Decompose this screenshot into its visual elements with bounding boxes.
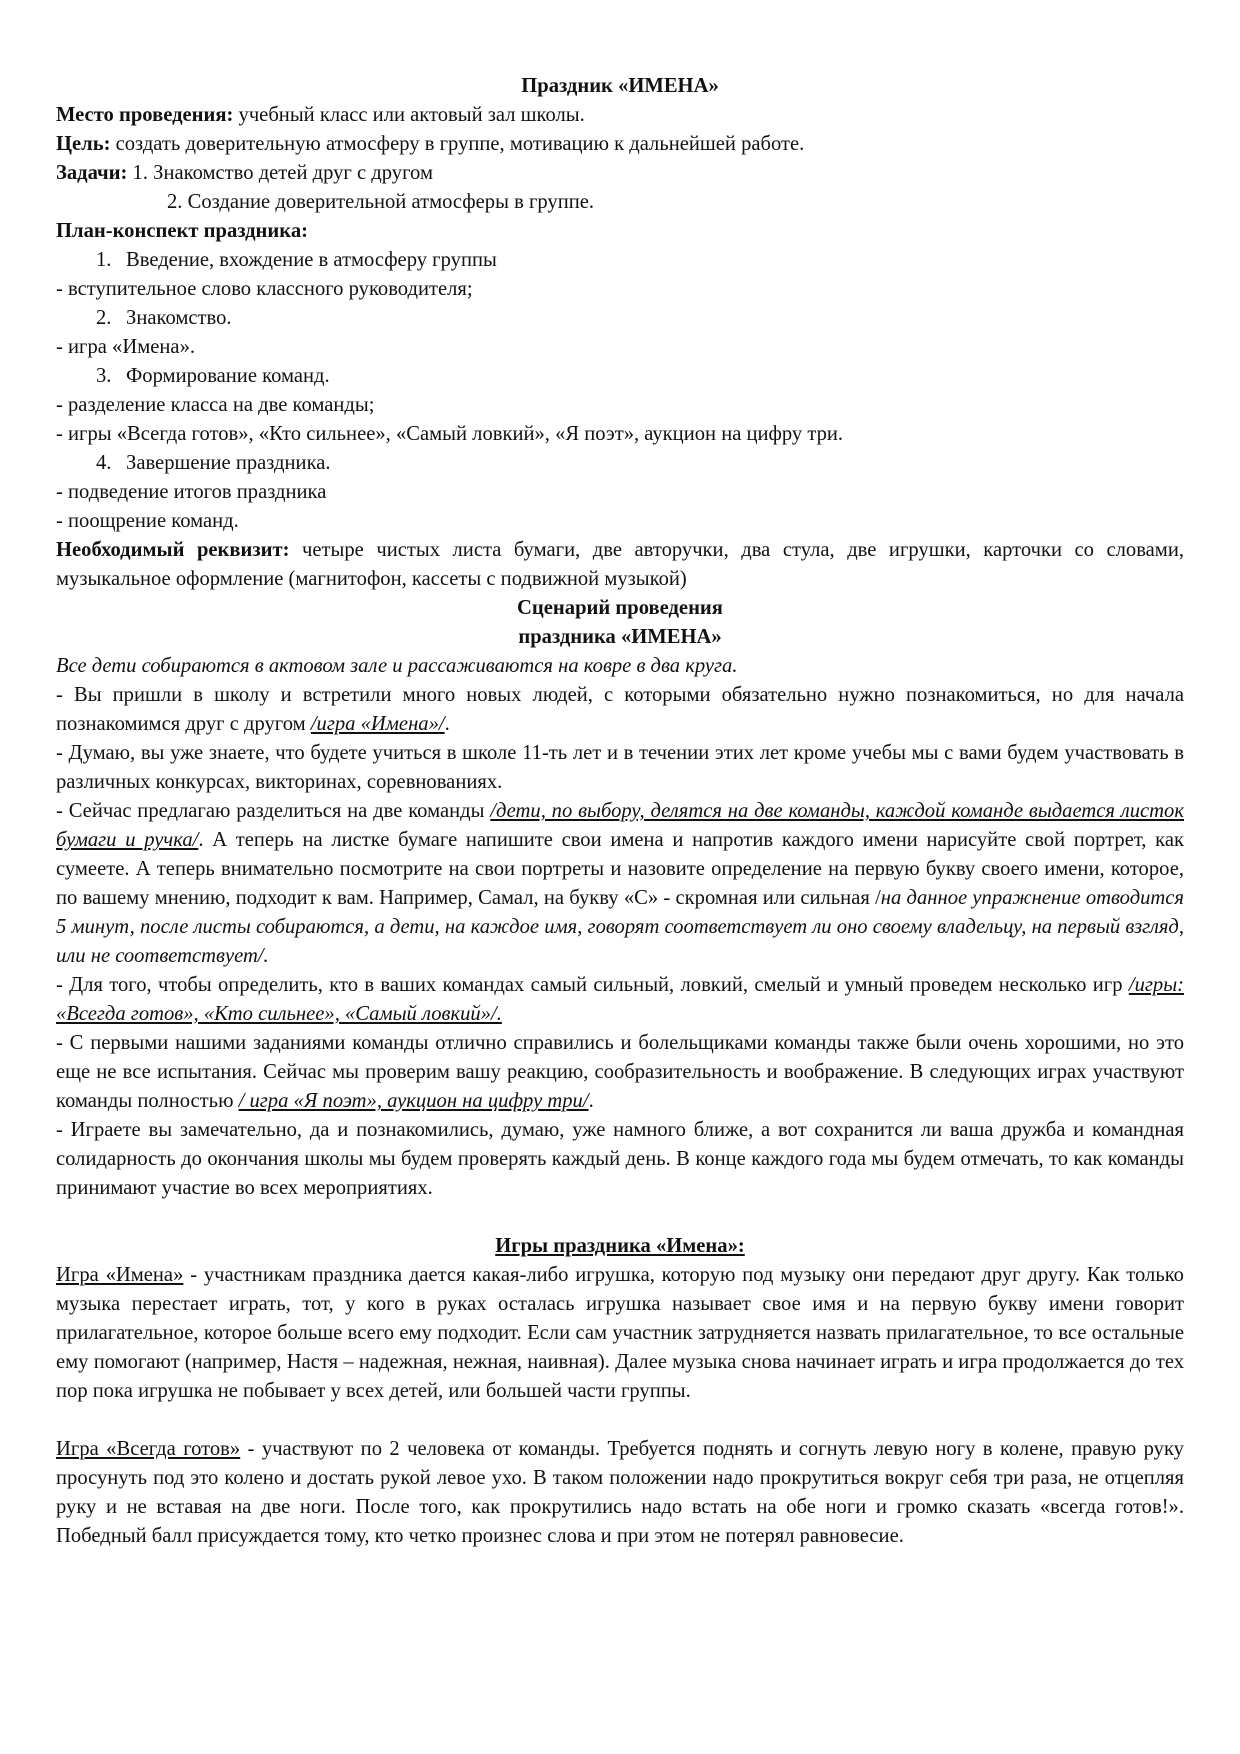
scenario-paragraph-3 bbox=[56, 797, 1184, 971]
plan-step-4-number: 4. bbox=[96, 452, 112, 474]
plan-step-3-text: Формирование команд. bbox=[126, 365, 330, 387]
game-names-title: Игра «Имена» bbox=[56, 1264, 184, 1286]
plan-step-1 bbox=[56, 246, 1184, 275]
props-text: четыре чистых листа бумаги, две авторучки, два стула, две игрушки, карточки со словами, музыкальное оформление (магнитофон, кассеты с подвижной музыкой) bbox=[56, 539, 1184, 590]
plan-step-3-item-b: - игры «Всегда готов», «Кто сильнее», «Самый ловкий», «Я поэт», аукцион на цифру три. bbox=[56, 423, 844, 445]
tasks-line bbox=[56, 159, 1184, 188]
scenario-paragraph-1 bbox=[56, 681, 1184, 739]
plan-step-4-item-b: - поощрение команд. bbox=[56, 510, 239, 532]
scenario-p4-text: - Для того, чтобы определить, кто в ваших командах самый сильный, ловкий, смелый и умный проведем несколько игр bbox=[56, 974, 1129, 996]
props-paragraph bbox=[56, 536, 1184, 594]
scenario-p1-text: - Вы пришли в школу и встретили много новых людей, с которыми обязательно нужно познакомиться, но для начала познакомимся друг с другом bbox=[56, 684, 1184, 735]
plan-step-3 bbox=[56, 362, 1184, 391]
scenario-p5-text: - С первыми нашими заданиями команды отлично справились и болельщиками команды также были очень хорошими, но это еще не все испытания. Сейчас мы проверим вашу реакцию, сообразительность и воображение. В следующих играх участвуют команды полностью bbox=[56, 1032, 1184, 1112]
scenario-paragraph-2: - Думаю, вы уже знаете, что будете учиться в школе 11-ть лет и в течении этих лет кроме учебы мы с вами будем участвовать в различных конкурсах, викторинах, соревнованиях. bbox=[56, 742, 1184, 793]
plan-step-4-item-a: - подведение итогов праздника bbox=[56, 481, 327, 503]
scenario-p1-note: /игра «Имена»/ bbox=[310, 713, 445, 735]
goal-line bbox=[56, 130, 1184, 159]
document-title: Праздник «ИМЕНА» bbox=[521, 75, 719, 97]
scenario-paragraph-4 bbox=[56, 971, 1184, 1029]
scenario-intro: Все дети собираются в актовом зале и рассаживаются на ковре в два круга. bbox=[56, 655, 738, 677]
plan-step-1-number: 1. bbox=[96, 249, 112, 271]
plan-step-3-number: 3. bbox=[96, 365, 112, 387]
venue-label: Место проведения: bbox=[56, 104, 234, 126]
plan-step-1-item: - вступительное слово классного руководителя; bbox=[56, 278, 473, 300]
game-always-ready-title: Игра «Всегда готов» bbox=[56, 1438, 241, 1460]
scenario-p3-note-1: /дети, по выбору, делятся на две команды, каждой команде выдается листок бумаги и ручка/ bbox=[56, 800, 1184, 851]
plan-step-2-text: Знакомство. bbox=[126, 307, 232, 329]
scenario-p5-end: . bbox=[588, 1090, 594, 1112]
plan-step-4 bbox=[56, 449, 1184, 478]
scenario-paragraph-6: - Играете вы замечательно, да и познакомились, думаю, уже намного ближе, а вот сохранится ли ваша дружба и командная солидарность до окончания школы мы будем проверять каждый день. В конце каждого года мы будем отмечать, то как команды принимают участие во всех мероприятиях. bbox=[56, 1119, 1184, 1199]
task-item-2: 2. Создание доверительной атмосферы в группе. bbox=[167, 191, 595, 213]
venue-text: учебный класс или актовый зал школы. bbox=[233, 104, 585, 126]
scenario-p5-note: / игра «Я поэт», аукцион на цифру три/ bbox=[238, 1090, 589, 1112]
scenario-p3-text-a: - Сейчас предлагаю разделиться на две команды bbox=[56, 800, 491, 822]
games-spacer bbox=[56, 1406, 1184, 1435]
plan-step-2 bbox=[56, 304, 1184, 333]
goal-label: Цель: bbox=[56, 133, 111, 155]
game-always-ready-description bbox=[56, 1435, 1184, 1551]
scenario-p3-note-2: на данное упражнение отводится 5 минут, после листы собираются, а дети, на каждое имя, говорят соответствует ли оно своему владельцу, на первый взгляд, или не соответствует/. bbox=[56, 887, 1184, 967]
scenario-heading-2: праздника «ИМЕНА» bbox=[518, 626, 722, 648]
plan-step-2-item: - игра «Имена». bbox=[56, 336, 196, 358]
games-heading: Игры праздника «Имена»: bbox=[495, 1235, 745, 1257]
plan-step-3-item-a: - разделение класса на две команды; bbox=[56, 394, 375, 416]
scenario-p4-note: /игры: «Всегда готов», «Кто сильнее», «Самый ловкий»/. bbox=[56, 974, 1184, 1025]
scenario-p1-end: . bbox=[444, 713, 450, 735]
game-names-text: - участникам праздника дается какая-либо игрушка, которую под музыку они передают друг другу. Как только музыка перестает играть, тот, у кого в руках осталась игрушка называет свое имя и на первую букву имени говорит прилагательное, которое больше всего ему подходит. Если сам участник затрудняется назвать прилагательное, то все остальные ему помогают (например, Настя – надежная, нежная, наивная). Далее музыка снова начинает играть и игра продолжается до тех пор пока игрушка не побывает у всех детей, или большей части группы. bbox=[56, 1264, 1184, 1402]
task-item-1: 1. Знакомство детей друг с другом bbox=[127, 162, 433, 184]
plan-step-4-text: Завершение праздника. bbox=[126, 452, 331, 474]
scenario-p3-text-b: . А теперь на листке бумаге напишите свои имена и напротив каждого имени нарисуйте свой портрет, как сумеете. А теперь внимательно посмотрите на свои портреты и назовите определение на первую букву своего имени, которое, по вашему мнению, подходит к вам. Например, Самал, на букву «С» - скромная или сильная / bbox=[56, 829, 1184, 909]
plan-step-1-text: Введение, вхождение в атмосферу группы bbox=[126, 249, 497, 271]
plan-step-2-number: 2. bbox=[96, 307, 112, 329]
scenario-heading-1: Сценарий проведения bbox=[517, 597, 723, 619]
goal-text: создать доверительную атмосферу в группе, мотивацию к дальнейшей работе. bbox=[110, 133, 805, 155]
game-names-description bbox=[56, 1261, 1184, 1406]
section-spacer bbox=[56, 1203, 1184, 1232]
scenario-paragraph-5 bbox=[56, 1029, 1184, 1116]
plan-heading: План-конспект праздника: bbox=[56, 220, 309, 242]
props-label: Необходимый реквизит: bbox=[56, 539, 290, 561]
game-always-ready-text: - участвуют по 2 человека от команды. Требуется поднять и согнуть левую ногу в колене, правую руку просунуть под это колено и достать рукой левое ухо. В таком положении надо прокрутиться вокруг себя три раза, не отцепляя руку и не вставая на две ноги. После того, как прокрутились надо встать на обе ноги и громко сказать «всегда готов!». Победный балл присуждается тому, кто четко произнес слова и при этом не потерял равновесие. bbox=[56, 1438, 1184, 1547]
venue-line bbox=[56, 101, 1184, 130]
tasks-label: Задачи: bbox=[56, 162, 128, 184]
